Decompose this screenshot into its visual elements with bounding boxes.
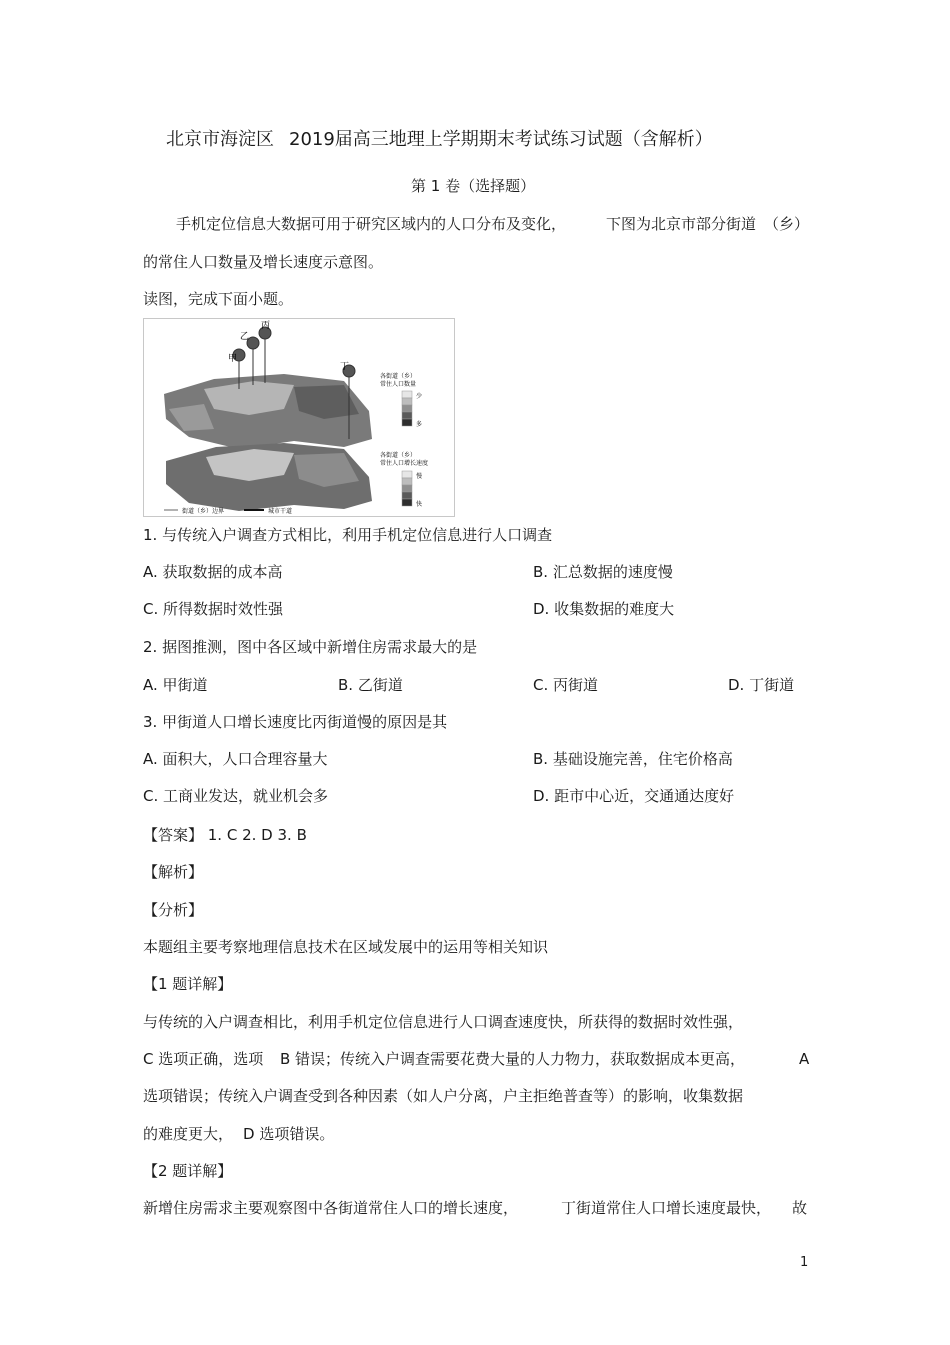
q1-option-a: A. 获取数据的成本高: [143, 563, 283, 581]
population-map-figure: [143, 318, 455, 517]
legend-top-title-2: 常住人口数量: [380, 381, 417, 388]
boundary-key-label: 街道（乡）边界: [182, 508, 225, 515]
pin-label-ding: 丁: [340, 362, 350, 372]
q1-detail-line-4b: D 选项错误。: [243, 1125, 335, 1143]
pin-label-yi: 乙: [240, 332, 250, 342]
legend-top-low: 少: [416, 393, 423, 400]
analysis-heading: 【解析】: [143, 863, 204, 881]
answer-line: 【答案】 1. C 2. D 3. B: [143, 826, 307, 844]
intro-p3: 读图，完成下面小题。: [143, 290, 294, 308]
intro-p1c: （乡）: [764, 215, 810, 233]
q3-option-c: C. 工商业发达，就业机会多: [143, 787, 329, 805]
legend-bottom-low: 慢: [416, 473, 423, 480]
q2-option-a: A. 甲街道: [143, 676, 208, 694]
legend-top-high: 多: [416, 421, 423, 428]
fenxi-text: 本题组主要考察地理信息技术在区域发展中的运用等相关知识: [143, 938, 549, 956]
q1-detail-line-2b: B 错误；传统入户调查需要花费大量的人力物力，获取数据成本更高，: [280, 1050, 746, 1068]
road-key-label: 城市干道: [268, 508, 293, 515]
pin-label-bing: 丙: [261, 321, 271, 331]
page-number: 1: [800, 1255, 809, 1270]
pin-label-jia: 甲: [228, 354, 238, 364]
q1-detail-heading: 【1 题详解】: [143, 975, 233, 993]
legend-top-swatches: [402, 391, 412, 426]
legend-top-title-1: 各街道（乡）: [380, 373, 417, 380]
q1-detail-line-2c: A: [799, 1050, 810, 1068]
title-left: 北京市海淀区: [166, 129, 274, 150]
question-2-stem: 2. 据图推测，图中各区域中新增住房需求最大的是: [143, 638, 478, 656]
fenxi-heading: 【分析】: [143, 901, 204, 919]
q3-option-a: A. 面积大，人口合理容量大: [143, 750, 328, 768]
q1-option-d: D. 收集数据的难度大: [533, 600, 675, 618]
q2-detail-line-1b: 丁街道常住人口增长速度最快，: [561, 1199, 772, 1217]
q3-option-b: B. 基础设施完善，住宅价格高: [533, 750, 733, 768]
legend-bottom-title-2: 常住人口增长速度: [380, 460, 429, 467]
q2-option-d: D. 丁街道: [728, 676, 795, 694]
q2-option-b: B. 乙街道: [338, 676, 403, 694]
q2-detail-heading: 【2 题详解】: [143, 1162, 233, 1180]
map-illustration: [144, 319, 454, 516]
q1-detail-line-4a: 的难度更大，: [143, 1125, 234, 1143]
question-3-stem: 3. 甲街道人口增长速度比丙街道慢的原因是其: [143, 713, 448, 731]
intro-p2: 的常住人口数量及增长速度示意图。: [143, 253, 384, 271]
intro-p1b: 下图为北京市部分街道: [606, 215, 757, 233]
q2-detail-line-1a: 新增住房需求主要观察图中各街道常住人口的增长速度，: [143, 1199, 519, 1217]
legend-bottom-swatches: [402, 471, 412, 506]
question-1-stem: 1. 与传统入户调查方式相比，利用手机定位信息进行人口调查: [143, 526, 553, 544]
q1-option-c: C. 所得数据时效性强: [143, 600, 284, 618]
q1-detail-line-1: 与传统的入户调查相比，利用手机定位信息进行人口调查速度快，所获得的数据时效性强，: [143, 1013, 744, 1031]
q2-detail-line-1c: 故: [792, 1199, 808, 1217]
intro-p1a: 手机定位信息大数据可用于研究区域内的人口分布及变化，: [176, 215, 567, 233]
q2-option-c: C. 丙街道: [533, 676, 599, 694]
q1-detail-line-3: 选项错误；传统入户调查受到各种因素（如人户分离，户主拒绝普查等）的影响，收集数据: [143, 1087, 744, 1105]
q1-option-b: B. 汇总数据的速度慢: [533, 563, 673, 581]
title-right: 2019届高三地理上学期期末考试练习试题（含解析）: [289, 129, 713, 150]
q3-option-d: D. 距市中心近，交通通达度好: [533, 787, 735, 805]
q1-detail-line-2a: C 选项正确，选项: [143, 1050, 264, 1068]
legend-bottom-title-1: 各街道（乡）: [380, 452, 417, 459]
legend-bottom-high: 快: [416, 501, 423, 508]
volume-heading: 第 1 卷（选择题）: [411, 177, 536, 195]
